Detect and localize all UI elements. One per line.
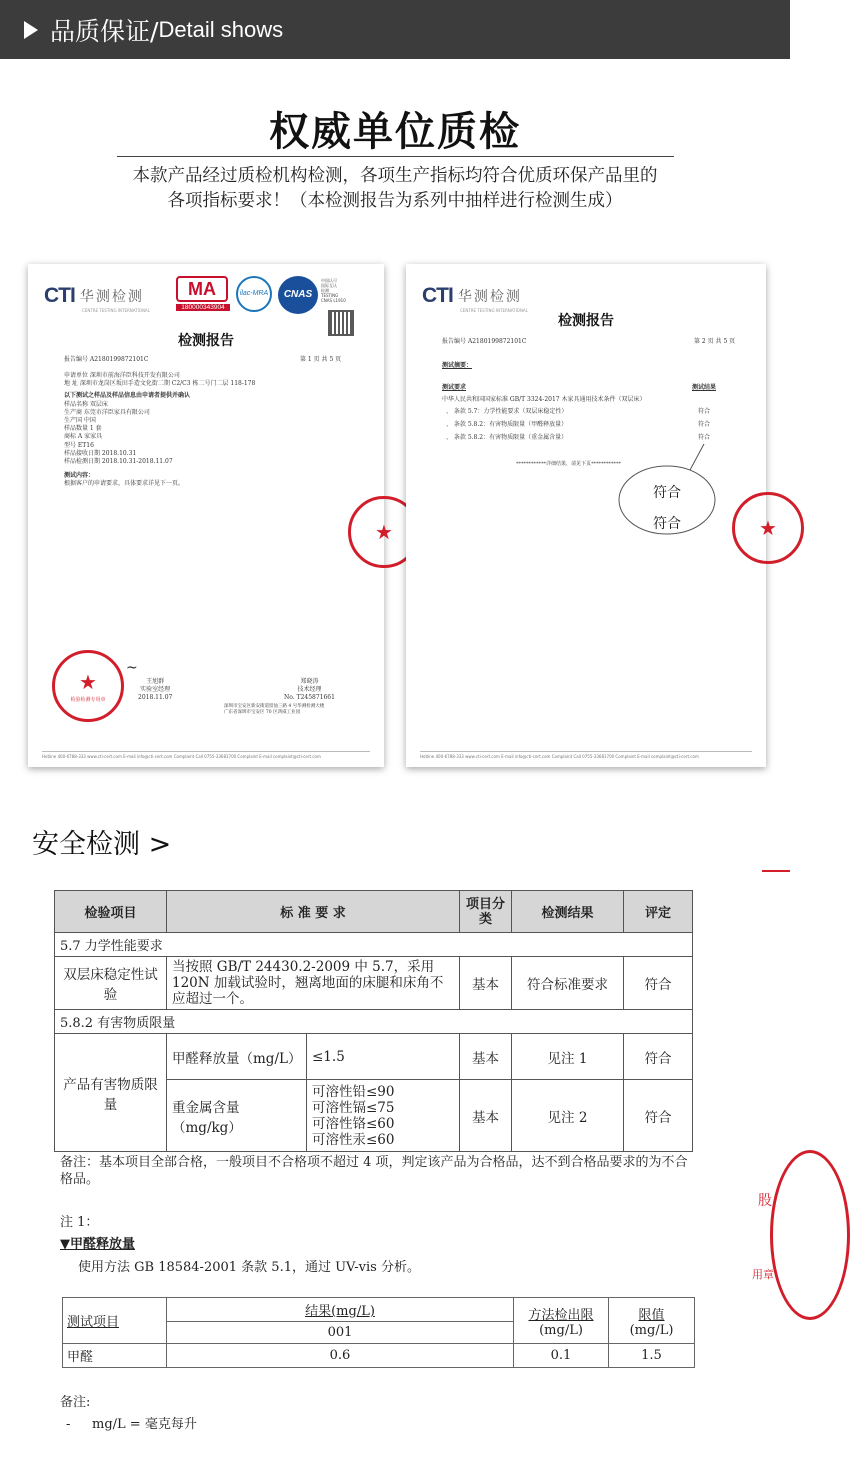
info-line: 申请单位 深圳市前海洋臣科技开发有限公司	[64, 372, 180, 379]
remark-2-label: 备注:	[60, 1395, 91, 1410]
cell: 见注 1	[512, 1034, 624, 1080]
details-note: ************详细结果，请见下页************	[516, 461, 622, 467]
col-header: 评定	[624, 891, 693, 933]
signatory-1-line: 王旭群	[146, 678, 165, 685]
cell: 产品有害物质限量	[55, 1034, 167, 1152]
cnas-logo	[278, 276, 318, 314]
stamp-text: 检验检测专用章	[70, 696, 106, 703]
formaldehyde-table	[62, 1297, 695, 1368]
lab-address-line: 深圳市宝安区新安街道留仙三路 4 号华测检测大楼	[224, 704, 325, 709]
table-header-row	[63, 1298, 695, 1322]
summary-label: 测试摘要：	[442, 362, 473, 369]
header-title-zh: 品质保证/	[50, 16, 159, 46]
ilac-text: ilac-MRA	[239, 290, 269, 297]
cell: 1.5	[609, 1344, 695, 1368]
sample-id: 001	[167, 1322, 514, 1344]
info-line: 根据客户的申请要求，具体要求详见下一页。	[64, 480, 185, 488]
star-icon: ★	[79, 669, 97, 694]
cnas-caption-line: CNAS L1910	[321, 298, 346, 303]
info-line: 地 址 深圳市龙岗区坂田手造文化街二期 C2/C3 栋二号门二层 118-178	[64, 380, 256, 388]
remark-2-text: mg/L = 毫克每升	[92, 1417, 197, 1432]
note-1-label: 注 1：	[60, 1215, 99, 1230]
lab-address	[224, 704, 324, 716]
cell: 基本	[460, 1080, 512, 1152]
edge-line	[762, 870, 790, 872]
section-title: 安全检测 >	[32, 829, 172, 860]
safety-test-table	[54, 890, 693, 1152]
cti-logo	[422, 284, 528, 313]
table-row	[55, 957, 693, 1010]
info-line: 测试内容：	[64, 472, 95, 480]
info-line: 商标 A 家家具	[64, 433, 103, 441]
star-icon: ★	[375, 520, 393, 544]
results-header: 测试结果	[692, 384, 717, 391]
cell: 符合	[624, 1080, 693, 1152]
callout-text	[632, 478, 702, 540]
report-page-2	[406, 264, 777, 767]
info-line: 以下测试之样品及样品信息由申请者提供并确认	[64, 392, 191, 400]
limit-line: 可溶性镉≤75	[312, 1099, 395, 1116]
cnas-caption-line: 国际互认	[321, 283, 337, 288]
col-header	[167, 1298, 514, 1322]
cell: 符合	[624, 957, 693, 1010]
cnas-caption-line: 中国认可	[321, 278, 337, 283]
cell: 当按照 GB/T 24430.2-2009 中 5.7，采用 120N 加载试验时，翘离地面的床腿和床角不应超过一个。	[167, 957, 460, 1010]
cma-text: MA	[188, 279, 216, 299]
lab-address-line: 广东省深圳市宝安区 70 区鸿威工业园	[224, 710, 301, 715]
info-line: 样品检测日期 2018.10.31-2018.11.07	[64, 458, 173, 466]
requirements-header: 测试要求	[442, 384, 467, 391]
signatory-2-line: 技术经理	[297, 686, 322, 694]
cell: 基本	[460, 957, 512, 1010]
cell: 0.1	[514, 1344, 609, 1368]
report-number: 报告编号 A2180199872101C	[64, 356, 149, 363]
report-info-block	[64, 372, 255, 489]
clause-item: 、 条款 5.8.2：有害物质限量（重金属含量）	[446, 434, 568, 441]
col-header-text: 结果(mg/L)	[305, 1304, 375, 1319]
cnas-caption-line: 检测	[321, 288, 329, 293]
star-icon: ★	[759, 516, 777, 540]
col-header: 标 准 要 求	[167, 891, 460, 933]
clause-result: 符合	[698, 421, 711, 428]
cti-logo-text: CTI	[422, 284, 453, 307]
cell: ≤1.5	[307, 1034, 460, 1080]
cell: 甲醛释放量（mg/L）	[167, 1034, 307, 1080]
report-number: 报告编号 A2180199872101C	[442, 338, 527, 345]
signatory-1	[138, 678, 172, 703]
signatory-2-line: 郑晓涛	[300, 678, 319, 685]
signatory-2	[284, 678, 335, 703]
col-header-text: 限值	[638, 1307, 665, 1323]
col-header	[63, 1298, 167, 1344]
signature-1: ~	[126, 660, 138, 676]
info-line: 生产国 中国	[64, 417, 96, 425]
inspection-stamp	[52, 650, 124, 722]
report-footer: Hotline 400-6788-333 www.cti-cert.com E-mail info@cti-cert.com Complaint Call 0755-33681700 Complaint E-mail complaint@cti-cert.com	[420, 751, 752, 759]
report-page-indicator: 第 2 页 共 5 页	[694, 338, 736, 345]
table-remark: 备注：基本项目全部合格，一般项目不合格项不超过 4 项，判定该产品为合格品，达不到合格品要求的为不合格品。	[60, 1155, 688, 1187]
cell	[307, 1080, 460, 1152]
edge-stamp	[732, 492, 804, 564]
intro-line: 各项指标要求！（本检测报告为系列中抽样进行检测生成）	[167, 191, 623, 211]
col-header	[609, 1298, 695, 1344]
info-line: 型号 ET16	[64, 441, 94, 449]
partial-stamp-edge	[752, 870, 790, 1430]
col-header-text: 测试项目	[67, 1315, 120, 1330]
col-header-unit: (mg/L)	[629, 1322, 674, 1338]
info-line: 样品接收日期 2018.10.31	[64, 449, 137, 457]
cell: 双层床稳定性试验	[55, 957, 167, 1010]
edge-stamp-ring	[770, 1150, 850, 1320]
clause-result: 符合	[698, 434, 711, 441]
subsection-row: 5.8.2 有害物质限量	[55, 1010, 693, 1034]
edge-stamp-text: 股	[758, 1193, 772, 1209]
cell: 符合标准要求	[512, 957, 624, 1010]
report-title: 检测报告	[178, 333, 234, 349]
edge-stamp-text: 用章	[752, 1268, 774, 1281]
play-triangle-icon	[24, 21, 38, 39]
col-header: 检测结果	[512, 891, 624, 933]
section-header-bar	[0, 0, 790, 59]
cti-logo-text: CTI	[44, 284, 75, 307]
cell: 见注 2	[512, 1080, 624, 1152]
cma-number: 180000343904	[176, 304, 230, 311]
limit-line: 可溶性铅≤90	[312, 1083, 395, 1100]
standard-line: 中华人民共和国国家标准 GB/T 3324-2017 木家具通用技术条件（双层床）	[442, 396, 646, 403]
headline: 权威单位质检	[269, 109, 521, 155]
signatory-2-line: No. T245871661	[284, 694, 335, 702]
intro-text	[0, 164, 790, 214]
cti-logo-sub: CENTRE TESTING INTERNATIONAL	[460, 308, 528, 313]
report-footer: Hotline 400-6788-333 www.cti-cert.com E-mail info@cti-cert.com Complaint Call 0755-33681700 Complaint E-mail complaint@cti-cert.com	[42, 751, 370, 759]
clause-result: 符合	[698, 408, 711, 415]
cell: 甲醛	[63, 1344, 167, 1368]
cell: 0.6	[167, 1344, 514, 1368]
cnas-caption-line: TESTING	[321, 293, 339, 298]
table-row	[55, 1034, 693, 1080]
note-1-title: ▼甲醛释放量	[60, 1237, 135, 1252]
cma-logo	[176, 276, 228, 302]
cell: 基本	[460, 1034, 512, 1080]
report-title: 检测报告	[558, 313, 614, 329]
report-page-indicator: 第 1 页 共 5 页	[300, 356, 342, 363]
cti-logo-cn: 华测检测	[79, 289, 144, 305]
info-line: 生产商 东莞市洋臣家具有限公司	[64, 408, 150, 416]
limit-line: 可溶性铬≤60	[312, 1115, 395, 1132]
subsection-row: 5.7 力学性能要求	[55, 933, 693, 957]
cti-logo-sub: CENTRE TESTING INTERNATIONAL	[82, 308, 150, 313]
clause-item: 、 条款 5.8.2：有害物质限量（甲醛释放量）	[446, 421, 568, 428]
table-header-row	[55, 891, 693, 933]
cti-logo-cn: 华测检测	[457, 289, 522, 305]
report-page-1	[28, 264, 393, 767]
headline-divider	[117, 156, 674, 157]
cell: 符合	[624, 1034, 693, 1080]
col-header: 项目分类	[460, 891, 512, 933]
info-line: 样品名称 双层床	[64, 400, 108, 408]
col-header: 检验项目	[55, 891, 167, 933]
intro-line: 本款产品经过质检机构检测，各项生产指标均符合优质环保产品里的	[132, 166, 658, 186]
signatory-1-line: 2018.11.07	[138, 694, 173, 702]
clause-item: 、 条款 5.7：力学性能要求（双层床稳定性）	[446, 408, 568, 415]
header-title-en: Detail shows	[158, 16, 284, 42]
col-header	[514, 1298, 609, 1344]
cnas-caption	[321, 278, 346, 303]
info-line: 样品数量 1 套	[64, 425, 102, 433]
note-1-method: 使用方法 GB 18584-2001 条款 5.1，通过 UV-vis 分析。	[78, 1260, 420, 1275]
callout-line: 符合	[653, 516, 681, 532]
limit-line: 可溶性汞≤60	[312, 1131, 395, 1148]
callout-line: 符合	[653, 485, 681, 501]
col-header-unit: (mg/L)	[539, 1322, 583, 1338]
ilac-mra-logo	[236, 276, 272, 312]
table-row	[63, 1344, 695, 1368]
col-header-text: 方法检出限	[528, 1307, 594, 1323]
cnas-text: CNAS	[283, 289, 313, 300]
cell: 重金属含量（mg/kg）	[167, 1080, 307, 1152]
signatory-1-line: 实验室经理	[140, 686, 171, 694]
cti-logo	[44, 284, 150, 313]
remark-2-dash: -	[66, 1417, 71, 1432]
